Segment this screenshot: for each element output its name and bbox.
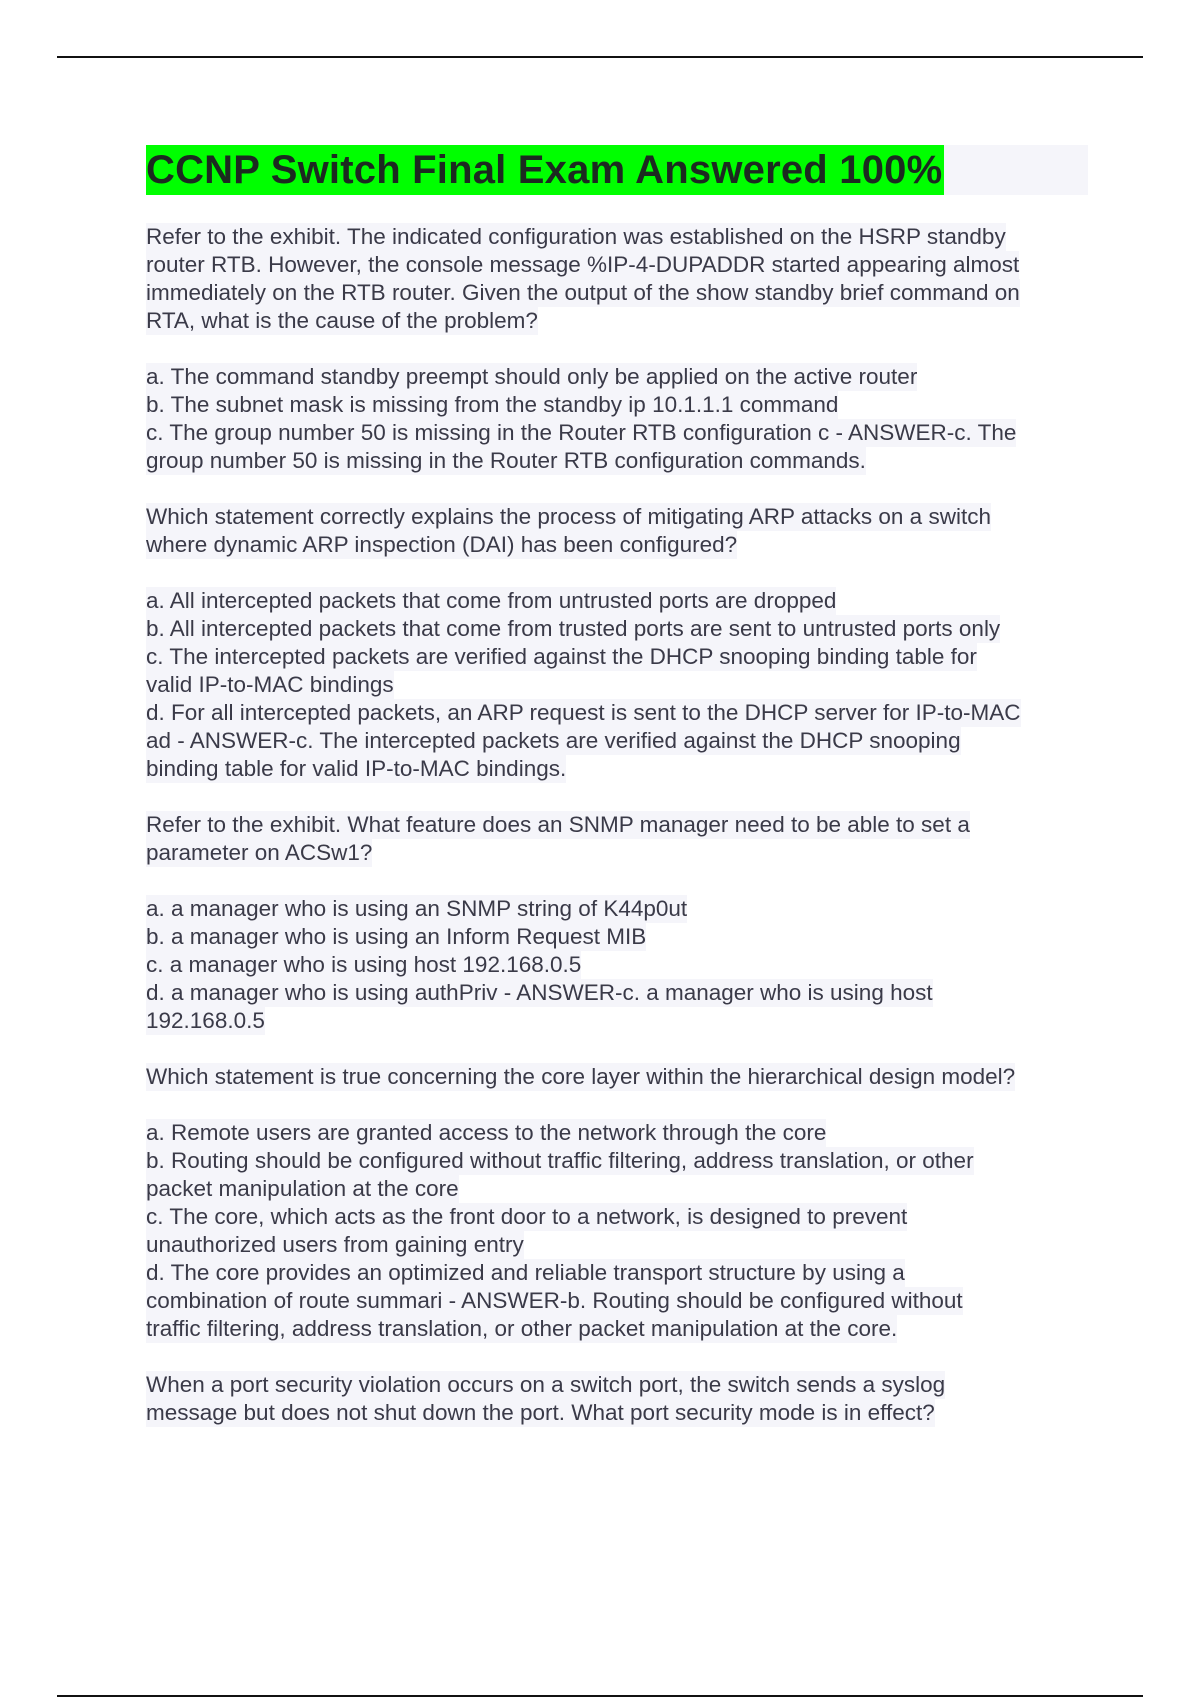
text-line: parameter on ACSw1? [146,840,373,865]
text-line: a. The command standby preempt should only be applied on the active router [146,364,918,389]
text-line: c. The core, which acts as the front door to a network, is designed to prevent [146,1204,908,1229]
question-list [146,223,1088,1427]
text-line: b. Routing should be configured without traffic filtering, address translation, or other [146,1148,974,1173]
text-line: c. The group number 50 is missing in the Router RTB configuration c - ANSWER-c. The [146,420,1017,445]
text-line: combination of route summari - ANSWER-b. Routing should be configured without [146,1288,963,1313]
text-line: d. The core provides an optimized and reliable transport structure by using a [146,1260,905,1285]
text-line: c. a manager who is using host 192.168.0.5 [146,952,582,977]
text-line: b. a manager who is using an Inform Request MIB [146,924,647,949]
text-line: traffic filtering, address translation, or other packet manipulation at the core. [146,1316,898,1341]
text-line: Refer to the exhibit. The indicated configuration was established on the HSRP standby [146,224,1006,249]
text-line: message but does not shut down the port. What port security mode is in effect? [146,1400,935,1425]
text-line: 192.168.0.5 [146,1008,265,1033]
text-line: a. a manager who is using an SNMP string of K44p0ut [146,896,688,921]
text-line: Which statement is true concerning the core layer within the hierarchical design model? [146,1064,1016,1089]
text-block [146,223,1088,335]
text-line: b. The subnet mask is missing from the standby ip 10.1.1.1 command [146,392,839,417]
text-line: Which statement correctly explains the process of mitigating ARP attacks on a switch [146,504,991,529]
bottom-rule [57,1695,1143,1697]
text-block [146,895,1088,1035]
text-line: packet manipulation at the core [146,1176,459,1201]
document-content [146,145,1088,1455]
text-block [146,587,1088,783]
text-block [146,1371,1088,1427]
text-line: where dynamic ARP inspection (DAI) has been configured? [146,532,738,557]
text-line: d. a manager who is using authPriv - ANSWER-c. a manager who is using host [146,980,933,1005]
text-line: unauthorized users from gaining entry [146,1232,524,1257]
text-line: router RTB. However, the console message %IP-4-DUPADDR started appearing almost [146,252,1020,277]
text-line: c. The intercepted packets are verified against the DHCP snooping binding table for [146,644,977,669]
title-band [146,145,1088,195]
text-line: a. All intercepted packets that come from untrusted ports are dropped [146,588,837,613]
text-line: d. For all intercepted packets, an ARP request is sent to the DHCP server for IP-to-MAC [146,700,1021,725]
text-block [146,811,1088,867]
document-title: CCNP Switch Final Exam Answered 100% [146,145,944,195]
text-line: ad - ANSWER-c. The intercepted packets are verified against the DHCP snooping [146,728,961,753]
text-line: a. Remote users are granted access to the network through the core [146,1120,827,1145]
text-line: group number 50 is missing in the Router RTB configuration commands. [146,448,866,473]
text-block [146,1119,1088,1343]
text-line: valid IP-to-MAC bindings [146,672,394,697]
text-block [146,363,1088,475]
text-block [146,503,1088,559]
text-line: RTA, what is the cause of the problem? [146,308,538,333]
text-block [146,1063,1088,1091]
text-line: immediately on the RTB router. Given the output of the show standby brief command on [146,280,1020,305]
text-line: Refer to the exhibit. What feature does an SNMP manager need to be able to set a [146,812,970,837]
text-line: When a port security violation occurs on a switch port, the switch sends a syslog [146,1372,946,1397]
text-line: binding table for valid IP-to-MAC bindings. [146,756,567,781]
top-rule [57,56,1143,58]
text-line: b. All intercepted packets that come from trusted ports are sent to untrusted ports only [146,616,1001,641]
